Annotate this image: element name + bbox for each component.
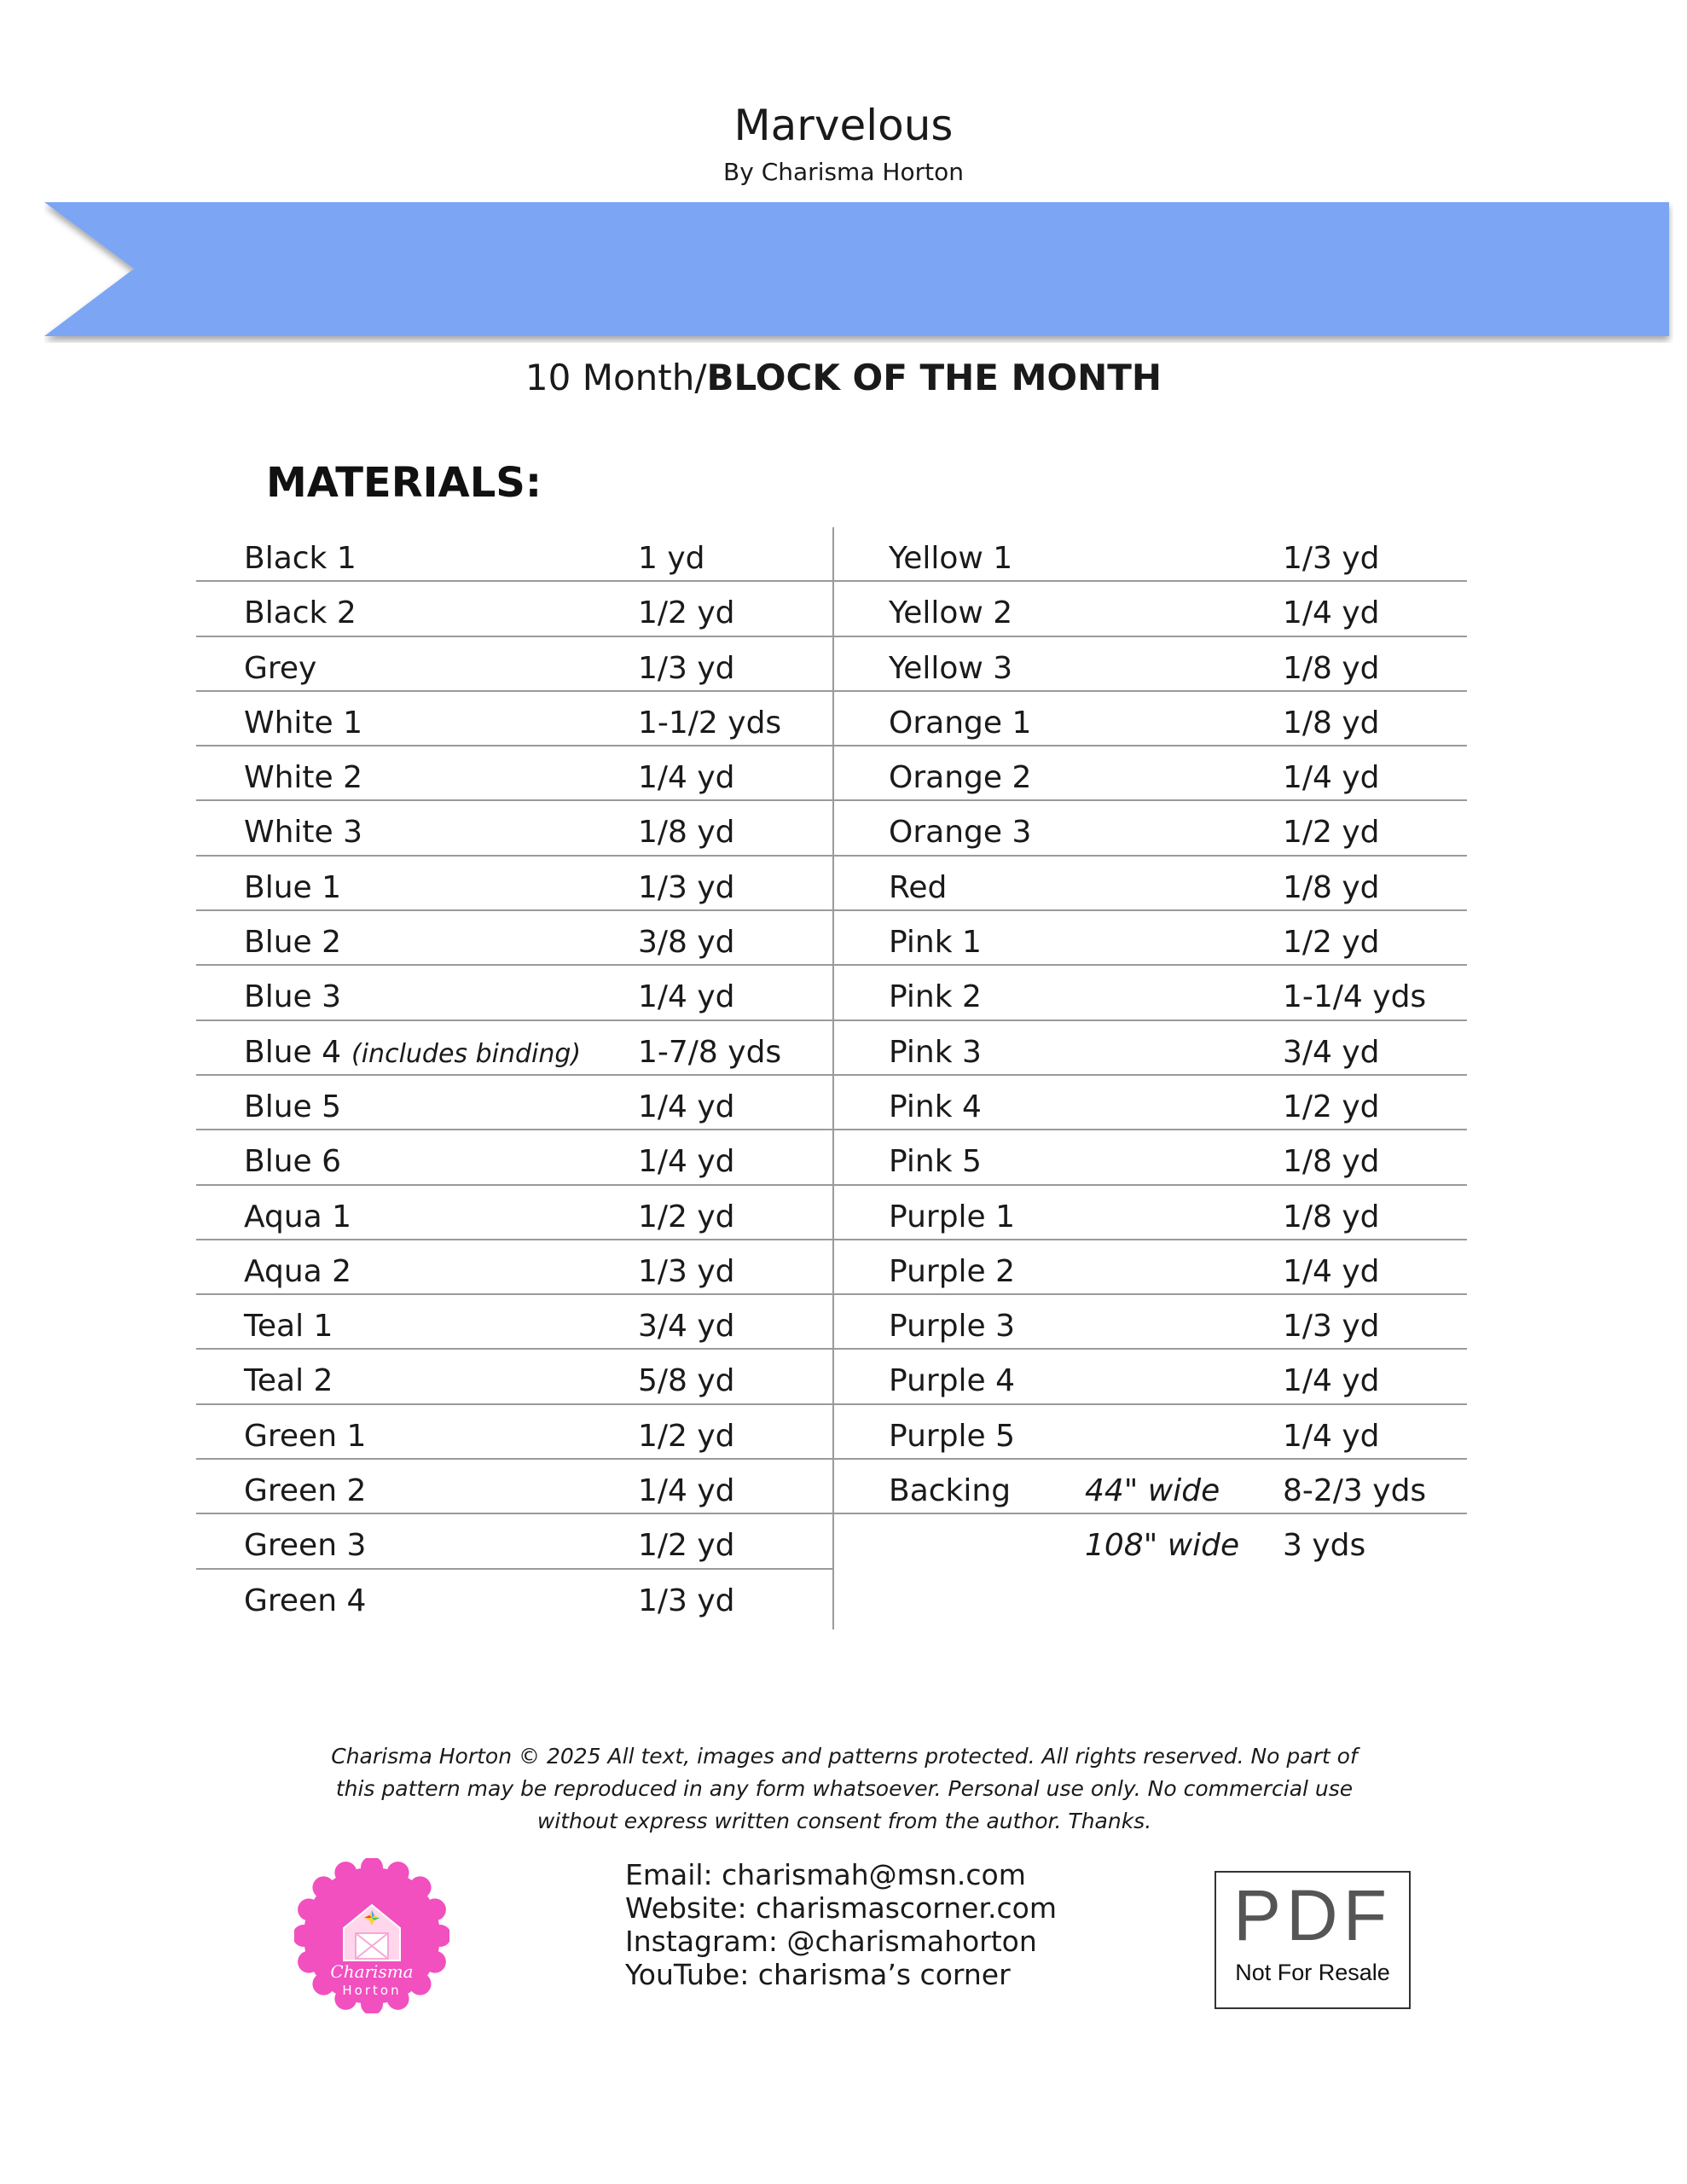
material-amount: 1/8 yd <box>638 815 735 851</box>
material-row <box>196 1240 832 1295</box>
material-name-text: Yellow 3 <box>889 650 1013 686</box>
material-row <box>832 1514 1467 1569</box>
material-amount: 1/3 yd <box>1283 541 1380 576</box>
charisma-horton-logo <box>294 1858 449 2013</box>
material-amount: 1/2 yd <box>638 1418 735 1454</box>
material-name-text: Purple 1 <box>889 1199 1016 1234</box>
material-name <box>244 1528 366 1563</box>
material-amount: 3/4 yd <box>1283 1034 1380 1070</box>
material-row <box>832 857 1467 911</box>
subtitle-bold: BLOCK OF THE MONTH <box>706 357 1162 398</box>
material-name <box>244 1035 581 1070</box>
material-name-text: Teal 2 <box>244 1363 333 1399</box>
material-name-text: White 2 <box>244 760 363 796</box>
material-name <box>244 760 362 795</box>
material-amount: 1-1/2 yds <box>638 705 782 741</box>
material-amount: 1/3 yd <box>638 650 735 686</box>
material-row <box>196 1186 832 1240</box>
materials-right-column <box>832 527 1467 1570</box>
material-name <box>889 1254 1015 1289</box>
material-row <box>196 966 832 1020</box>
material-amount: 1/3 yd <box>638 869 735 905</box>
material-row <box>832 746 1467 801</box>
material-row <box>196 1295 832 1350</box>
material-row <box>196 746 832 801</box>
material-row <box>832 1350 1467 1404</box>
contact-email: Email: charismah@msn.com <box>625 1858 1026 1891</box>
material-name <box>889 706 1031 741</box>
material-amount: 1/3 yd <box>1283 1309 1380 1345</box>
material-row <box>832 1130 1467 1185</box>
material-name-text: Aqua 2 <box>244 1253 352 1289</box>
material-amount: 1/4 yd <box>638 979 735 1015</box>
material-name-text: Green 3 <box>244 1528 367 1564</box>
material-name <box>889 979 982 1014</box>
material-row <box>196 692 832 746</box>
material-amount: 1/2 yd <box>638 1528 735 1564</box>
material-name <box>889 870 947 905</box>
material-name <box>244 1254 351 1289</box>
material-row <box>832 1460 1467 1514</box>
material-amount: 1/8 yd <box>1283 869 1380 905</box>
material-name-text: Backing <box>889 1473 1012 1509</box>
logo-name-line2: Horton <box>342 1983 402 1998</box>
material-name <box>244 979 341 1014</box>
material-row <box>832 1295 1467 1350</box>
pattern-title: Marvelous <box>733 101 954 150</box>
material-name-text: Purple 4 <box>889 1363 1016 1399</box>
material-name-text: Blue 1 <box>244 869 342 905</box>
material-amount: 1/4 yd <box>638 1473 735 1509</box>
material-name <box>244 1363 333 1398</box>
material-row <box>832 1405 1467 1460</box>
program-subtitle <box>0 357 1687 398</box>
material-name <box>889 760 1031 795</box>
material-amount: 3 yds <box>1283 1528 1366 1564</box>
material-row <box>196 1076 832 1130</box>
material-name-text: Blue 2 <box>244 925 342 961</box>
material-name <box>244 1473 366 1508</box>
material-name-text: White 1 <box>244 705 363 741</box>
material-row <box>832 692 1467 746</box>
material-row <box>196 911 832 966</box>
material-note: 108" wide <box>1085 1528 1240 1564</box>
material-amount: 1/8 yd <box>1283 650 1380 686</box>
material-name-text: Orange 2 <box>889 760 1032 796</box>
material-amount: 1/2 yd <box>1283 815 1380 851</box>
contact-instagram: Instagram: @charismahorton <box>625 1925 1037 1958</box>
material-amount: 1/3 yd <box>638 1253 735 1289</box>
material-row <box>196 857 832 911</box>
pdf-badge-caption: Not For Resale <box>1235 1960 1390 1985</box>
material-name-text: Blue 5 <box>244 1089 342 1124</box>
material-name-text: Green 1 <box>244 1418 367 1454</box>
material-amount: 1/4 yd <box>1283 1363 1380 1399</box>
material-name-text: Pink 4 <box>889 1089 982 1124</box>
material-amount: 3/4 yd <box>638 1309 735 1345</box>
material-name <box>244 651 316 686</box>
material-name <box>889 1363 1015 1398</box>
material-name-text: Orange 3 <box>889 815 1032 851</box>
material-name-text: Yellow 2 <box>889 595 1013 631</box>
material-name-text: Blue 3 <box>244 979 342 1015</box>
material-name-text: Aqua 1 <box>244 1199 352 1234</box>
material-name-text: Orange 1 <box>889 705 1032 741</box>
material-row <box>196 1460 832 1514</box>
material-name <box>889 1089 982 1124</box>
material-name-text: Pink 5 <box>889 1144 982 1180</box>
material-name-text: Green 2 <box>244 1473 367 1509</box>
material-row <box>196 1405 832 1460</box>
material-name-text: Red <box>889 869 948 905</box>
material-note: 44" wide <box>1085 1473 1220 1509</box>
material-name <box>889 541 1012 576</box>
material-amount: 1 yd <box>638 541 705 576</box>
logo-name-line1: Charisma <box>330 1961 414 1982</box>
material-name-text: Purple 5 <box>889 1418 1016 1454</box>
material-amount: 1/8 yd <box>1283 705 1380 741</box>
materials-left-column <box>196 527 832 1624</box>
material-row <box>196 637 832 692</box>
material-name <box>889 815 1031 850</box>
material-name <box>244 1144 341 1179</box>
material-amount: 1/4 yd <box>1283 1418 1380 1454</box>
material-amount: 1/2 yd <box>638 1199 735 1234</box>
material-name <box>244 706 362 741</box>
material-row <box>196 582 832 636</box>
material-amount: 1/2 yd <box>638 595 735 631</box>
material-name-text: Black 2 <box>244 595 357 631</box>
material-name-text: Pink 1 <box>889 925 982 961</box>
material-name-text: Yellow 1 <box>889 541 1013 576</box>
material-row <box>196 801 832 856</box>
material-row <box>196 527 832 582</box>
material-name-text: Green 4 <box>244 1583 367 1618</box>
material-name <box>244 1419 366 1454</box>
material-row <box>196 1570 832 1624</box>
material-row <box>196 1021 832 1076</box>
material-amount: 1-7/8 yds <box>638 1034 782 1070</box>
material-name <box>244 1089 341 1124</box>
contact-website: Website: charismascorner.com <box>625 1891 1057 1925</box>
material-row <box>832 801 1467 856</box>
material-amount: 1/4 yd <box>1283 1253 1380 1289</box>
material-row <box>832 582 1467 636</box>
material-amount: 1/3 yd <box>638 1583 735 1618</box>
material-amount: 1/8 yd <box>1283 1199 1380 1234</box>
material-amount: 8-2/3 yds <box>1283 1473 1427 1509</box>
subtitle-prefix: 10 Month/ <box>525 357 707 398</box>
pdf-badge-label: PDF <box>1233 1875 1392 1955</box>
materials-table <box>196 527 1467 1629</box>
pdf-not-for-resale-badge <box>1215 1871 1411 2009</box>
material-row <box>832 637 1467 692</box>
material-amount: 1/4 yd <box>638 1144 735 1180</box>
material-name-text: Grey <box>244 650 317 686</box>
material-name-text: Pink 2 <box>889 979 982 1015</box>
material-name <box>889 1144 982 1179</box>
material-amount: 3/8 yd <box>638 925 735 961</box>
materials-heading: MATERIALS: <box>266 459 542 507</box>
material-name <box>889 1419 1015 1454</box>
material-row <box>196 1514 832 1569</box>
material-name <box>889 925 982 960</box>
material-name <box>889 651 1012 686</box>
material-amount: 1/2 yd <box>1283 1089 1380 1124</box>
material-row <box>832 527 1467 582</box>
material-name-text: Purple 2 <box>889 1253 1016 1289</box>
material-name <box>244 1309 333 1344</box>
material-amount: 1/4 yd <box>1283 595 1380 631</box>
material-name-text: Blue 6 <box>244 1144 342 1180</box>
material-name <box>244 870 341 905</box>
contact-info <box>625 1858 1057 1991</box>
material-name-text: Teal 1 <box>244 1309 333 1345</box>
material-name <box>889 1309 1015 1344</box>
material-amount: 1/4 yd <box>638 1089 735 1124</box>
material-amount: 1/8 yd <box>1283 1144 1380 1180</box>
material-row <box>196 1350 832 1404</box>
material-name <box>244 925 341 960</box>
material-name <box>889 1199 1015 1234</box>
author-byline: By Charisma Horton <box>723 158 964 186</box>
material-row <box>832 1186 1467 1240</box>
material-name <box>889 595 1012 630</box>
material-row <box>196 1130 832 1185</box>
material-amount: 5/8 yd <box>638 1363 735 1399</box>
material-row <box>832 966 1467 1020</box>
material-name <box>244 595 357 630</box>
material-name-text: Black 1 <box>244 541 357 576</box>
material-amount: 1-1/4 yds <box>1283 979 1427 1015</box>
material-name <box>889 1473 1011 1508</box>
material-name-text: Blue 4 <box>244 1034 342 1070</box>
material-row <box>832 1021 1467 1076</box>
material-name <box>244 541 357 576</box>
material-name-text: Purple 3 <box>889 1309 1016 1345</box>
material-amount: 1/4 yd <box>1283 760 1380 796</box>
contact-youtube: YouTube: charisma’s corner <box>625 1958 1011 1991</box>
material-name <box>244 1583 366 1618</box>
material-name <box>244 1199 351 1234</box>
material-row <box>832 1240 1467 1295</box>
material-name-text: White 3 <box>244 815 363 851</box>
copyright-notice: Charisma Horton © 2025 All text, images and patterns protected. All rights reserved. No part of this pattern may be reproduced in any form whatsoever. Personal use only. No commercial use without express written consent from the author. Thanks. <box>331 1744 1358 1833</box>
material-name <box>244 815 362 850</box>
material-name <box>889 1035 982 1070</box>
material-amount: 1/4 yd <box>638 760 735 796</box>
material-note: (includes binding) <box>351 1038 582 1069</box>
material-row <box>832 1076 1467 1130</box>
material-name-text: Pink 3 <box>889 1034 982 1070</box>
title-banner <box>44 202 1673 343</box>
material-row <box>832 911 1467 966</box>
material-amount: 1/2 yd <box>1283 925 1380 961</box>
